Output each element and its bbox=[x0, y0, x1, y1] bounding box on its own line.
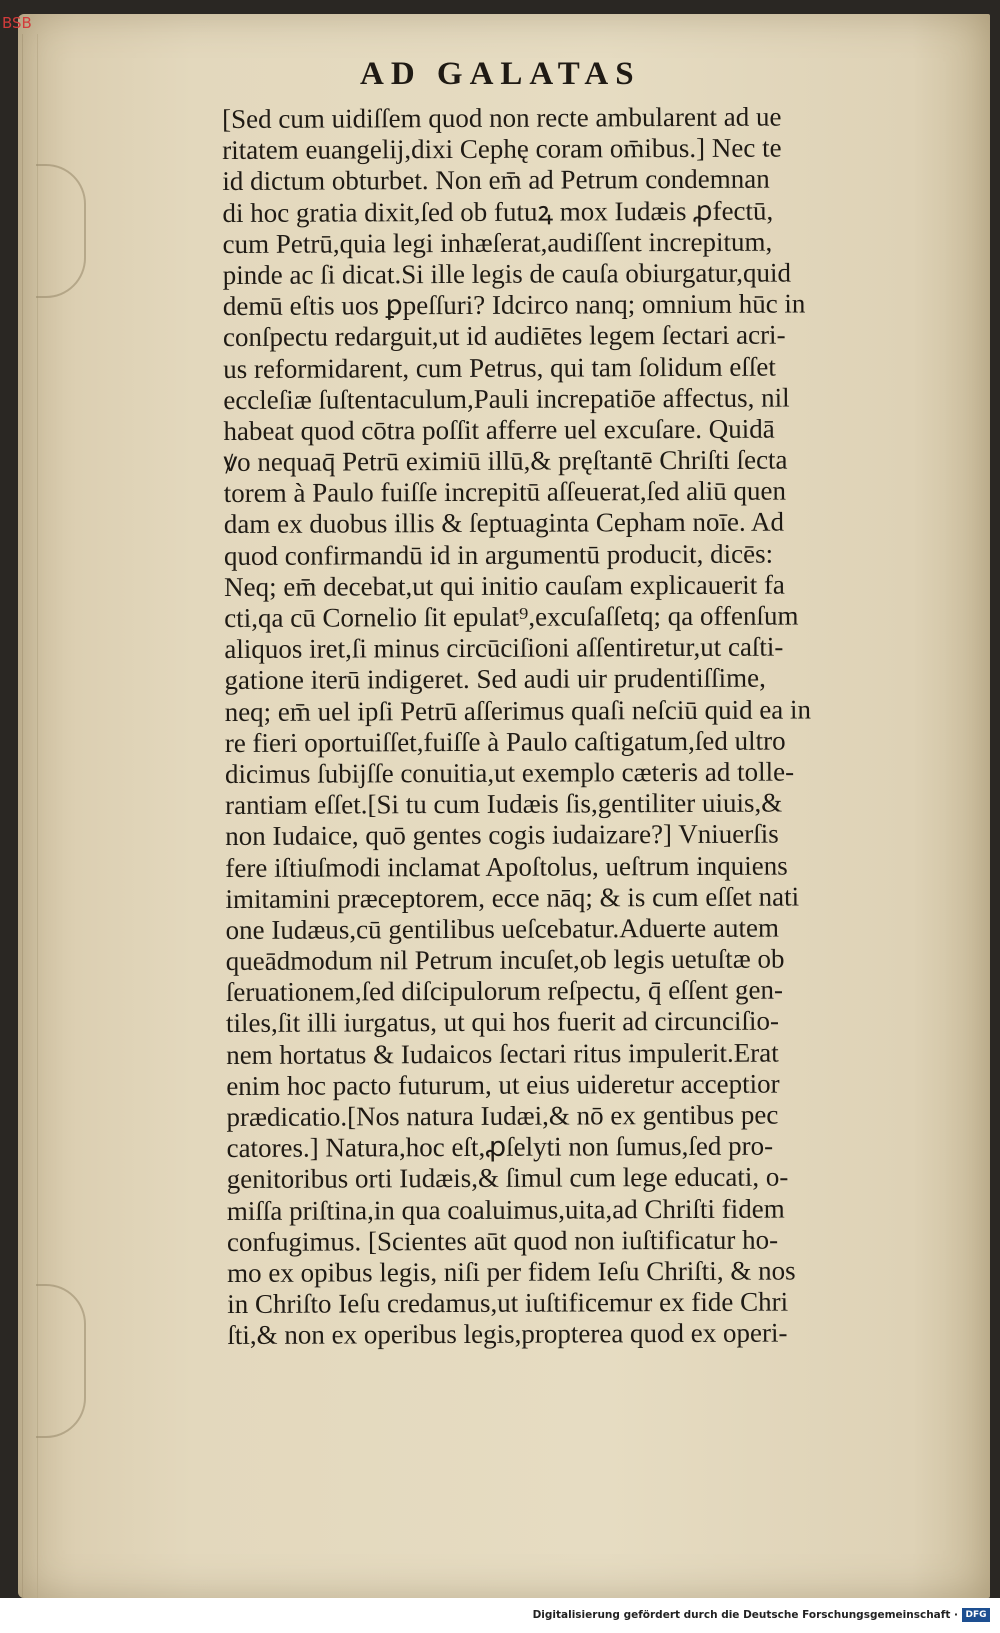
body-text bbox=[222, 101, 927, 1352]
text-line: catores.] Natura,hoc eſt,ꝓſelyti non ſumus,ſed pro- bbox=[226, 1130, 774, 1164]
text-line: Neq; em̄ decebat,ut qui initio cauſam explicauerit fa bbox=[224, 569, 785, 602]
text-line: conſpectu redarguit,ut id audiētes legem ſectari acri- bbox=[222, 319, 786, 353]
text-line: dicimus ſubijſſe conuitia,ut exemplo cæteris ad tolle- bbox=[224, 756, 795, 789]
text-line: nem hortatus & Iudaicos ſectari ritus impulerit.Erat bbox=[226, 1037, 779, 1070]
text-line: gatione iterū indigeret. Sed audi uir prudentiſſime, bbox=[224, 663, 766, 696]
text-line: mo ex opibus legis, niſi per fidem Ieſu Chriſti, & nos bbox=[227, 1255, 796, 1288]
text-line: ritatem euangelij,dixi Cephę coram om̄ibus.] Nec te bbox=[222, 132, 782, 166]
text-line: dam ex duobus illis & ſeptuaginta Cepham noīe. Ad bbox=[223, 506, 785, 540]
text-line: imitamini præceptorem, ecce nāq; & is cum eſſet nati bbox=[225, 881, 800, 914]
text-line: aliquos iret,ſi minus circūciſioni aſſentiretur,ut caſti- bbox=[224, 631, 784, 665]
text-line: cum Petrū,quia legi inhæſerat,audiſſent increpitum, bbox=[222, 226, 773, 259]
text-line: ſeruationem,ſed diſcipulorum reſpectu, q̄ eſſent gen- bbox=[225, 974, 783, 1008]
text-line: enim hoc pacto futurum, ut eius uideretur acceptior bbox=[226, 1068, 780, 1101]
text-line: habeat quod cōtra poſſit afferre uel excuſare. Quidā bbox=[223, 413, 775, 446]
text-line: miſſa priſtina,in qua coaluimus,uita,ad Chriſti fidem bbox=[226, 1193, 785, 1226]
text-line: re fieri oportuiſſet,fuiſſe à Paulo caſtigatum,ſed ultro bbox=[224, 725, 786, 758]
running-title: AD GALATAS bbox=[360, 56, 641, 92]
text-line: neq; em̄ uel ipſi Petrū aſſerimus quaſi neſciū quid ea in bbox=[224, 693, 812, 727]
dfg-logo: DFG bbox=[962, 1608, 990, 1622]
text-line: queādmodum nil Petrum incuſet,ob legis uetuſtæ ob bbox=[225, 943, 785, 977]
text-line: torem à Paulo fuiſſe increpitū aſſeuerat,ſed aliū quen bbox=[223, 475, 787, 509]
text-line: cti,qa cū Cornelio ſit epulat⁹,excuſaſſetq; qa offenſum bbox=[224, 600, 799, 633]
text-line: prædicatio.[Nos natura Iudæi,& nō ex gentibus pec bbox=[226, 1099, 779, 1132]
text-line: quod confirmandū id in argumentū producit, dicēs: bbox=[223, 538, 774, 571]
bsb-watermark: BSB bbox=[2, 14, 32, 32]
clasp-mark-top bbox=[36, 164, 86, 298]
text-line: id dictum obturbet. Non em̄ ad Petrum condemnan bbox=[222, 163, 770, 197]
text-line: fere iſtiuſmodi inclamat Apoſtolus, ueſtrum inquiens bbox=[225, 850, 788, 883]
clasp-mark-bottom bbox=[36, 1284, 86, 1438]
text-line: demū eſtis uos ꝑpeſſuri? Idcirco nanq; omnium hūc in bbox=[222, 288, 806, 322]
text-line: rantiam eſſet.[Si tu cum Iudæis ſis,gentiliter uiuis,& bbox=[224, 787, 783, 821]
text-line: tiles,ſit illi iurgatus, ut qui hos fuerit ad circunciſio- bbox=[225, 1006, 779, 1039]
text-line: us reformidarent, cum Petrus, qui tam ſolidum eſſet bbox=[223, 351, 776, 384]
text-line: eccleſiæ ſuſtentaculum,Pauli increpatiōe affectus, nil bbox=[223, 382, 790, 415]
text-line: ꝟo nequaq̄ Petrū eximiū illū,& pręſtantē Chriſti ſecta bbox=[223, 444, 788, 478]
text-line: pinde ac ſi dicat.Si ille legis de cauſa obiurgatur,quid bbox=[222, 257, 792, 290]
footer-bar bbox=[0, 1598, 1000, 1633]
text-line: non Iudaice, quō gentes cogis iudaizare?] Vniuerſis bbox=[225, 818, 779, 852]
text-line: ſti,& non ex operibus legis,propterea quod ex operi- bbox=[227, 1317, 788, 1351]
funding-credit: Digitalisierung gefördert durch die Deutsche Forschungsgemeinschaft · bbox=[532, 1609, 958, 1621]
text-line: [Sed cum uidiſſem quod non recte ambularent ad ue bbox=[222, 101, 782, 134]
text-line: confugimus. [Scientes aūt quod non iuſtificatur ho- bbox=[226, 1224, 779, 1257]
text-line: di hoc gratia dixit,ſed ob futuꝝ mox Iudæis ꝓfectū, bbox=[222, 195, 774, 228]
text-line: one Iudæus,cū gentilibus ueſcebatur.Aduerte autem bbox=[225, 912, 780, 945]
text-line: in Chriſto Ieſu credamus,ut iuſtificemur ex fide Chri bbox=[227, 1286, 789, 1320]
text-line: genitoribus orti Iudæis,& ſimul cum lege educati, o- bbox=[226, 1161, 789, 1195]
